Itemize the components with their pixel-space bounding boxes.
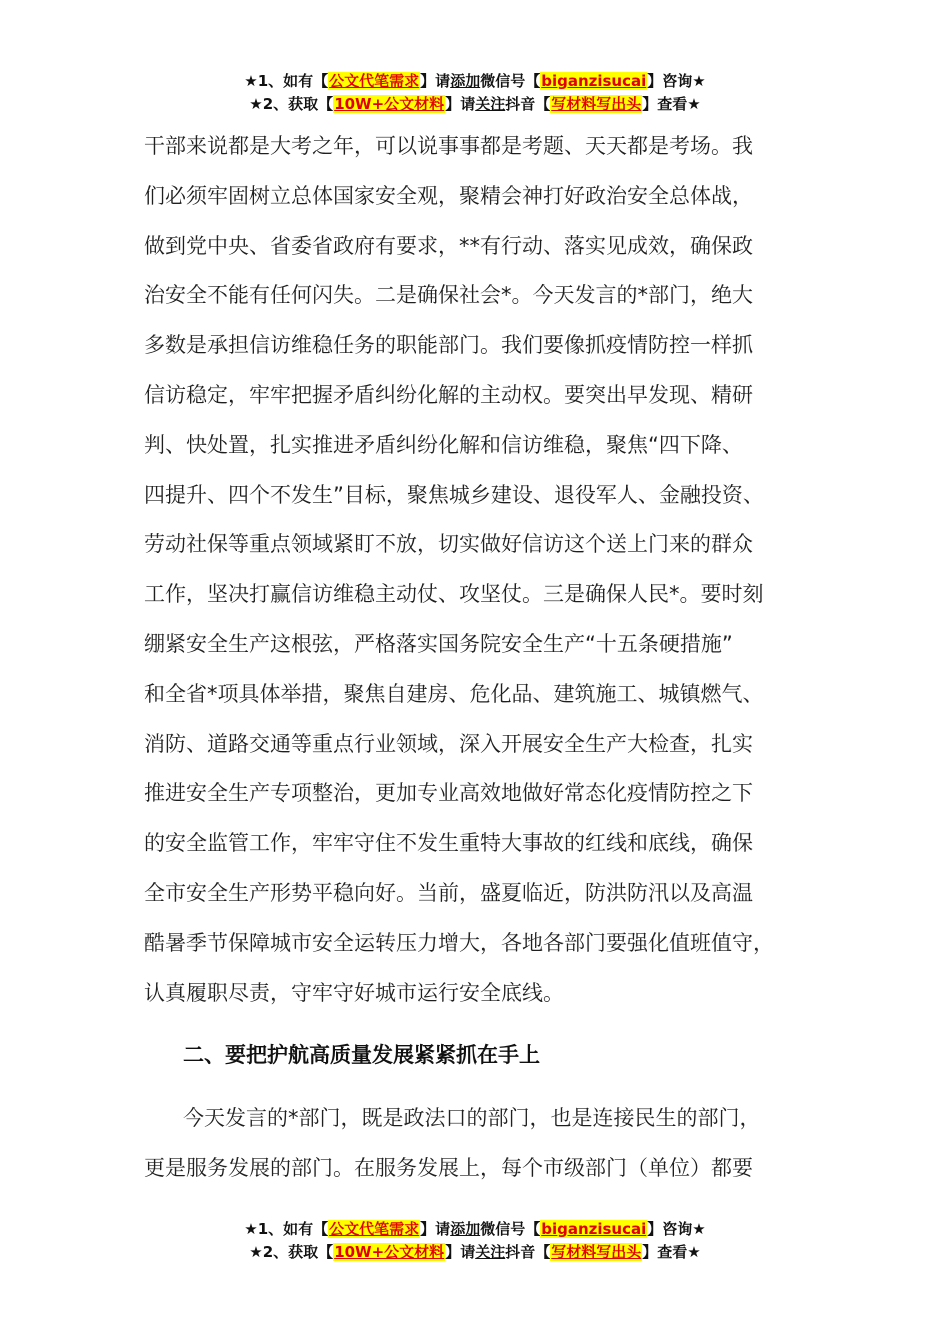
banner-text: 抖音【 <box>505 95 551 113</box>
highlight-ghostwriting: 公文代笔需求 <box>329 72 420 90</box>
banner-line-1 <box>0 1218 950 1241</box>
banner-text: 微信号【 <box>480 1220 541 1238</box>
banner-text: 】请 <box>420 72 451 90</box>
text-line: 治安全不能有任何闪失。二是确保社会*。今天发言的*部门，绝大 <box>144 283 753 308</box>
banner-text: 微信号【 <box>480 72 541 90</box>
highlight-wechat-id: biganzisucai <box>541 72 647 90</box>
highlight-douyin-account: 写材料写出头 <box>551 1243 642 1261</box>
highlight-materials: 10W+公文材料 <box>334 95 445 113</box>
text-line: 绷紧安全生产这根弦，严格落实国务院安全生产“十五条硬措施” <box>144 631 733 656</box>
banner-text: 】请 <box>420 1220 451 1238</box>
banner-text: 】咨询★ <box>647 1220 706 1238</box>
text-line: 劳动社保等重点领域紧盯不放，切实做好信访这个送上门来的群众 <box>144 532 753 557</box>
banner-text: 】请 <box>445 1243 476 1261</box>
banner-emphasis: 添加 <box>450 72 481 90</box>
text-line: 的安全监管工作，牢牢守住不发生重特大事故的红线和底线，确保 <box>144 831 753 856</box>
highlight-ghostwriting: 公文代笔需求 <box>329 1220 420 1238</box>
text-line: 四提升、四个不发生”目标，聚焦城乡建设、退役军人、金融投资、 <box>144 482 764 507</box>
banner-text: ★2、获取【 <box>249 95 334 113</box>
highlight-wechat-id: biganzisucai <box>541 1220 647 1238</box>
text-line: 和全省*项具体举措，聚焦自建房、危化品、建筑施工、城镇燃气、 <box>144 681 764 706</box>
banner-text: 】咨询★ <box>647 72 706 90</box>
text-line: 做到党中央、省委省政府有要求，**有行动、落实见成效，确保政 <box>144 233 753 258</box>
text-line: 们必须牢固树立总体国家安全观，聚精会神打好政治安全总体战， <box>144 183 753 208</box>
text-line: 认真履职尽责，守牢守好城市运行安全底线。 <box>144 980 564 1005</box>
highlight-materials: 10W+公文材料 <box>334 1243 445 1261</box>
text-line: 全市安全生产形势平稳向好。当前，盛夏临近，防洪防汛以及高温 <box>144 880 753 905</box>
text-line: 消防、道路交通等重点行业领域，深入开展安全生产大检查，扎实 <box>144 731 753 756</box>
highlight-douyin-account: 写材料写出头 <box>551 95 642 113</box>
text-line: 判、快处置，扎实推进矛盾纠纷化解和信访维稳，聚焦“四下降、 <box>144 432 743 457</box>
body-paragraph-1 <box>144 122 844 1018</box>
banner-text: 】查看★ <box>642 95 701 113</box>
text-line: 酷暑季节保障城市安全运转压力增大，各地各部门要强化值班值守， <box>144 930 774 955</box>
banner-emphasis: 添加 <box>450 1220 481 1238</box>
banner-text: ★1、如有【 <box>244 72 329 90</box>
banner-line-2 <box>0 93 950 116</box>
banner-line-1 <box>0 70 950 93</box>
banner-text: 】查看★ <box>642 1243 701 1261</box>
body-paragraph-2 <box>144 1093 844 1193</box>
text-line: 多数是承担信访维稳任务的职能部门。我们要像抓疫情防控一样抓 <box>144 333 753 358</box>
banner-emphasis: 关注 <box>475 95 506 113</box>
banner-emphasis: 关注 <box>475 1243 506 1261</box>
text-line: 今天发言的*部门，既是政法口的部门，也是连接民生的部门， <box>183 1106 761 1130</box>
banner-text: ★2、获取【 <box>249 1243 334 1261</box>
banner-line-2 <box>0 1241 950 1264</box>
banner-text: 抖音【 <box>505 1243 551 1261</box>
banner-text: 】请 <box>445 95 476 113</box>
header-banner <box>0 70 950 116</box>
text-line: 工作，坚决打赢信访维稳主动仗、攻坚仗。三是确保人民*。要时刻 <box>144 582 764 607</box>
banner-text: ★1、如有【 <box>244 1220 329 1238</box>
text-line: 信访稳定，牢牢把握矛盾纠纷化解的主动权。要突出早发现、精研 <box>144 382 753 407</box>
text-line: 更是服务发展的部门。在服务发展上，每个市级部门（单位）都要 <box>144 1156 753 1180</box>
footer-banner <box>0 1218 950 1264</box>
section-heading: 二、要把护航高质量发展紧紧抓在手上 <box>183 1043 540 1067</box>
text-line: 推进安全生产专项整治，更加专业高效地做好常态化疫情防控之下 <box>144 781 753 806</box>
text-line: 干部来说都是大考之年，可以说事事都是考题、天天都是考场。我 <box>144 134 753 158</box>
